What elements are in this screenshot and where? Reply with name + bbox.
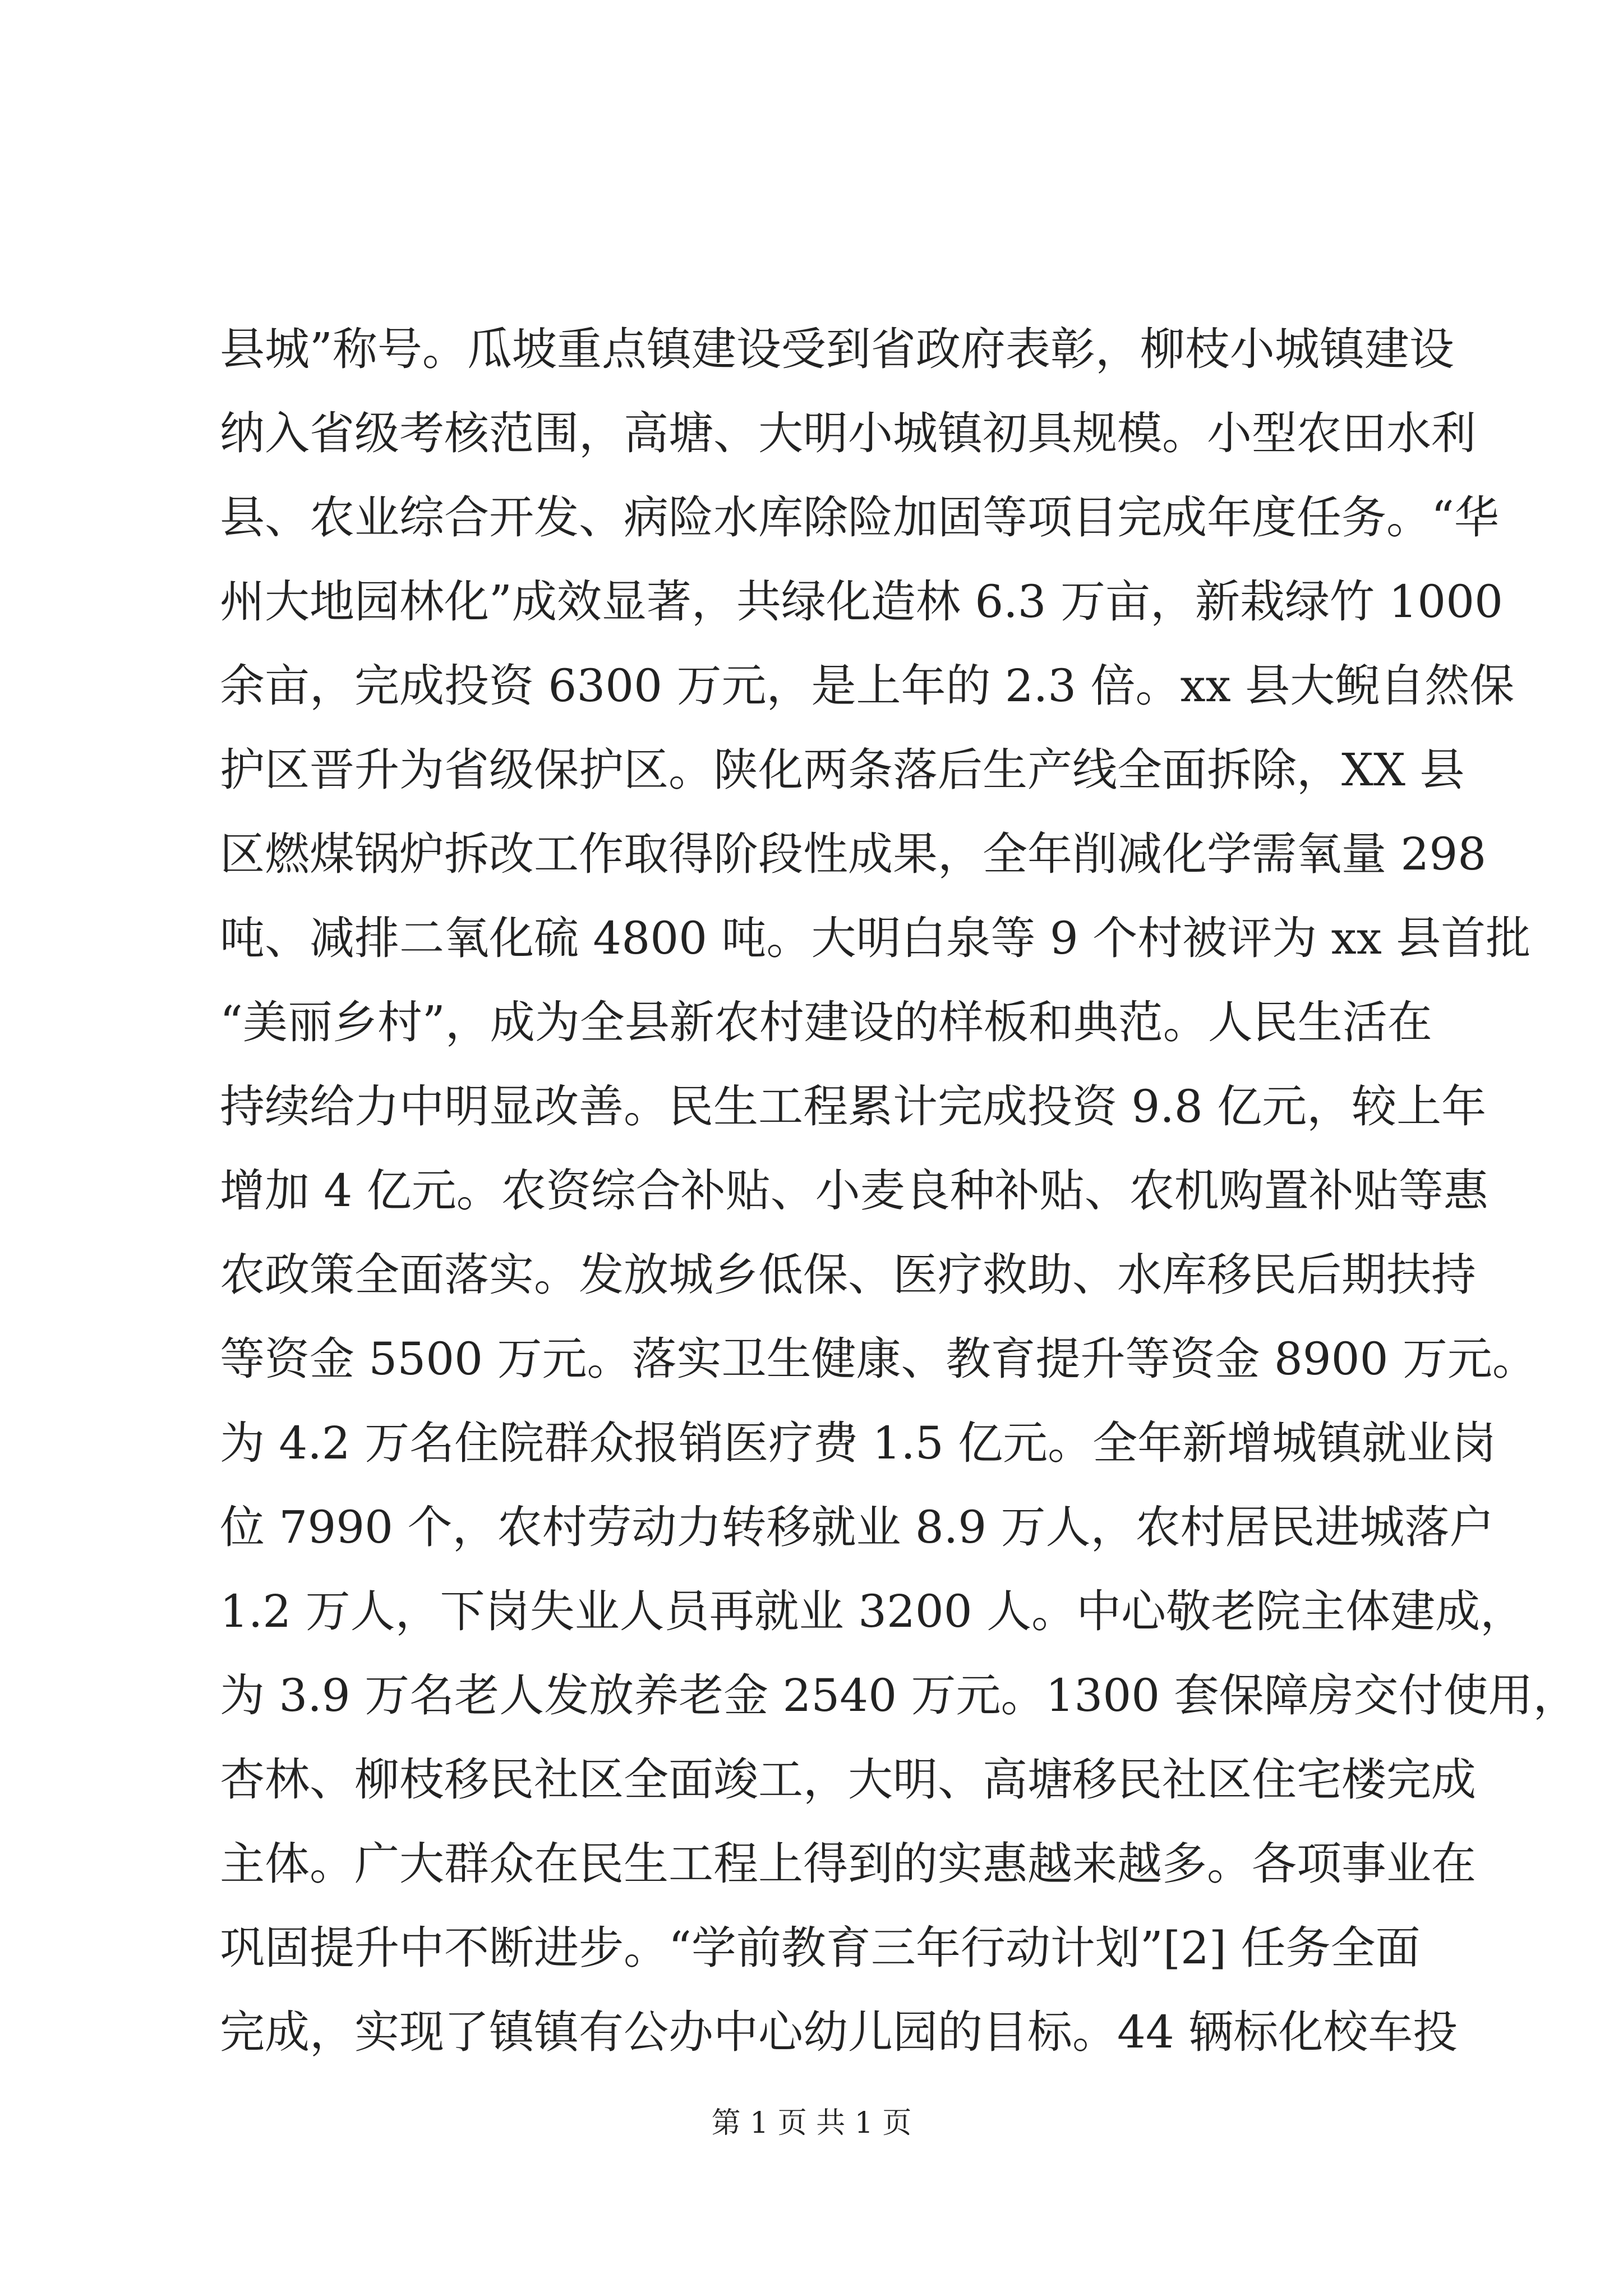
- text-line: 纳入省级考核范围，高塘、大明小城镇初具规模。小型农田水利: [220, 407, 1476, 459]
- text-line: “美丽乡村”，成为全县新农村建设的样板和典范。人民生活在: [220, 996, 1432, 1048]
- text-line: 1.2 万人，下岗失业人员再就业 3200 人。中心敬老院主体建成，: [220, 1585, 1525, 1637]
- text-line: 区燃煤锅炉拆改工作取得阶段性成果，全年削减化学需氧量 298: [220, 828, 1487, 880]
- text-line: 农政策全面落实。发放城乡低保、医疗救助、水库移民后期扶持: [220, 1249, 1476, 1301]
- text-line: 增加 4 亿元。农资综合补贴、小麦良种补贴、农机购置补贴等惠: [220, 1165, 1488, 1217]
- text-line: 杏林、柳枝移民社区全面竣工，大明、高塘移民社区住宅楼完成: [220, 1754, 1476, 1806]
- text-line: 位 7990 个，农村劳动力转移就业 8.9 万人，农村居民进城落户: [220, 1501, 1495, 1553]
- text-line: 持续给力中明显改善。民生工程累计完成投资 9.8 亿元，较上年: [220, 1080, 1487, 1133]
- text-line: 州大地园林化”成效显著，共绿化造林 6.3 万亩，新栽绿竹 1000: [220, 576, 1504, 628]
- text-line: 巩固提升中不断进步。“学前教育三年行动计划”[2] 任务全面: [220, 1922, 1421, 1974]
- text-line: 余亩，完成投资 6300 万元，是上年的 2.3 倍。xx 县大鲵自然保: [220, 660, 1515, 712]
- text-line: 护区晋升为省级保护区。陕化两条落后生产线全面拆除，XX 县: [220, 744, 1465, 796]
- text-line: 主体。广大群众在民生工程上得到的实惠越来越多。各项事业在: [220, 1838, 1476, 1890]
- text-line: 等资金 5500 万元。落实卫生健康、教育提升等资金 8900 万元。: [220, 1333, 1537, 1385]
- body-text: [220, 307, 1578, 2074]
- text-line: 吨、减排二氧化硫 4800 吨。大明白泉等 9 个村被评为 xx 县首批: [220, 912, 1531, 964]
- text-line: 县城”称号。瓜坡重点镇建设受到省政府表彰，柳枝小城镇建设: [220, 323, 1454, 375]
- page-footer: 第 1 页 共 1 页: [711, 2106, 912, 2140]
- text-line: 为 3.9 万名老人发放养老金 2540 万元。1300 套保障房交付使用，: [220, 1669, 1578, 1722]
- text-line: 县、农业综合开发、病险水库除险加固等项目完成年度任务。“华: [220, 491, 1499, 544]
- text-line: 为 4.2 万名住院群众报销医疗费 1.5 亿元。全年新增城镇就业岗: [220, 1417, 1497, 1469]
- text-line: 完成，实现了镇镇有公办中心幼儿园的目标。44 辆标化校车投: [220, 2006, 1458, 2058]
